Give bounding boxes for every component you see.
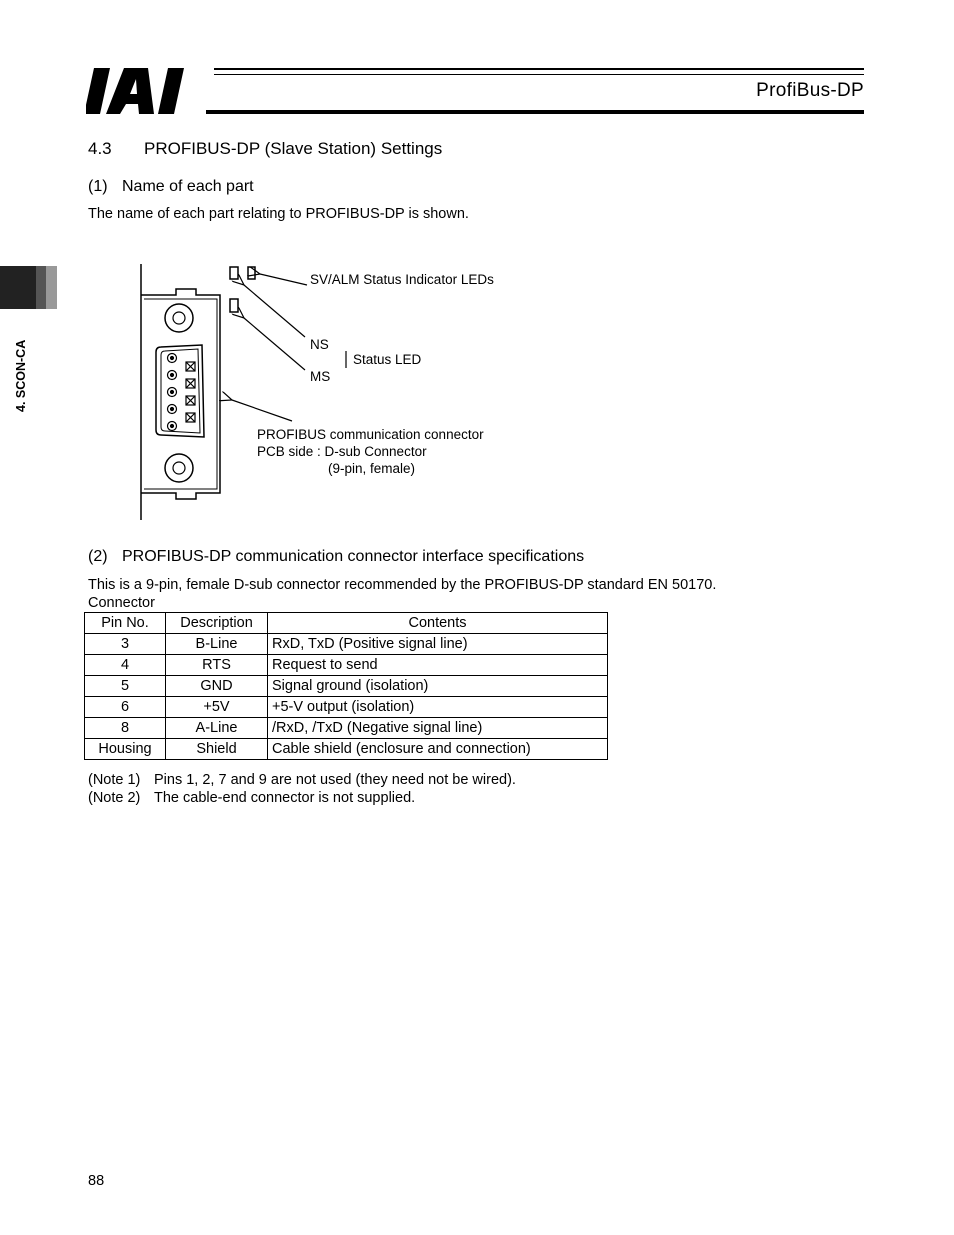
ns-label: NS <box>310 337 329 352</box>
cell-pin: 6 <box>85 697 166 718</box>
chapter-tab-shade <box>36 266 46 309</box>
section-number: 4.3 <box>88 139 112 158</box>
connector-spec-table <box>84 612 608 760</box>
connector-label-line3: (9-pin, female) <box>328 461 416 476</box>
arrow-connector <box>232 400 292 421</box>
connector-label-line2: PCB side : D-sub Connector <box>257 444 427 459</box>
cell-description: RTS <box>166 655 268 676</box>
led-ns-ms <box>230 299 238 312</box>
header-rule-thin <box>214 74 864 75</box>
part1-heading <box>88 178 254 196</box>
header-rule-bottom <box>206 110 864 114</box>
table-row <box>85 676 608 697</box>
pin-row-4 <box>186 362 195 422</box>
cell-contents: Signal ground (isolation) <box>268 676 608 697</box>
page-number: 88 <box>88 1173 105 1189</box>
note-2-label: (Note 2) <box>88 790 141 806</box>
cell-description: +5V <box>166 697 268 718</box>
dsub-shell <box>156 345 204 437</box>
cell-contents: /RxD, /TxD (Negative signal line) <box>268 718 608 739</box>
note-1 <box>88 772 516 788</box>
part2-number: (2) <box>88 548 108 565</box>
section-title: PROFIBUS-DP (Slave Station) Settings <box>144 139 443 158</box>
part1-number: (1) <box>88 178 108 195</box>
ms-label: MS <box>310 369 331 384</box>
led-label: SV/ALM Status Indicator LEDs <box>310 272 494 287</box>
table-caption: Connector <box>88 595 155 611</box>
part1-title: Name of each part <box>122 178 254 195</box>
led-sv <box>230 267 238 279</box>
connector-label-line1: PROFIBUS communication connector <box>257 427 484 442</box>
part2-intro: This is a 9-pin, female D-sub connector recommended by the PROFIBUS-DP standard EN 50170. <box>88 577 717 593</box>
table-row <box>85 634 608 655</box>
led-alm <box>248 267 255 279</box>
chapter-tab-block <box>0 266 36 309</box>
header-description: Description <box>166 613 268 634</box>
chapter-tab-light <box>46 266 57 309</box>
cell-contents: Cable shield (enclosure and connection) <box>268 739 608 760</box>
table-row <box>85 655 608 676</box>
cell-contents: RxD, TxD (Positive signal line) <box>268 634 608 655</box>
header-pin: Pin No. <box>85 613 166 634</box>
cell-description: B-Line <box>166 634 268 655</box>
cell-pin: 4 <box>85 655 166 676</box>
top-screw <box>165 304 193 332</box>
iai-logo <box>86 66 206 116</box>
bottom-screw <box>165 454 193 482</box>
status-led-label: Status LED <box>353 352 422 367</box>
section-heading <box>88 139 442 159</box>
note-1-label: (Note 1) <box>88 772 141 788</box>
cell-contents: +5-V output (isolation) <box>268 697 608 718</box>
arrow-ns <box>244 285 305 337</box>
header-rule-top <box>214 68 864 70</box>
note-2 <box>88 790 415 806</box>
part2-heading <box>88 548 584 566</box>
connector-plate <box>141 289 220 499</box>
cell-contents: Request to send <box>268 655 608 676</box>
cell-pin: 5 <box>85 676 166 697</box>
table-row <box>85 718 608 739</box>
cell-pin: 8 <box>85 718 166 739</box>
table-row <box>85 739 608 760</box>
part2-title: PROFIBUS-DP communication connector interface specifications <box>122 548 585 565</box>
cell-description: A-Line <box>166 718 268 739</box>
cell-pin: 3 <box>85 634 166 655</box>
header-contents: Contents <box>268 613 608 634</box>
chapter-tab-label: 4. SCON-CA <box>14 339 28 412</box>
note-2-text: The cable-end connector is not supplied. <box>154 790 416 806</box>
connector-diagram <box>120 255 640 525</box>
arrow-ms <box>244 318 305 370</box>
table-row <box>85 697 608 718</box>
cell-pin: Housing <box>85 739 166 760</box>
header-product-name: ProfiBus-DP <box>756 80 864 101</box>
arrow-sv-alm <box>260 274 307 285</box>
cell-description: GND <box>166 676 268 697</box>
pin-row-5 <box>168 354 177 431</box>
part1-intro: The name of each part relating to PROFIBUS-DP is shown. <box>88 206 469 222</box>
note-1-text: Pins 1, 2, 7 and 9 are not used (they need not be wired). <box>154 772 516 788</box>
table-header-row <box>85 613 608 634</box>
cell-description: Shield <box>166 739 268 760</box>
